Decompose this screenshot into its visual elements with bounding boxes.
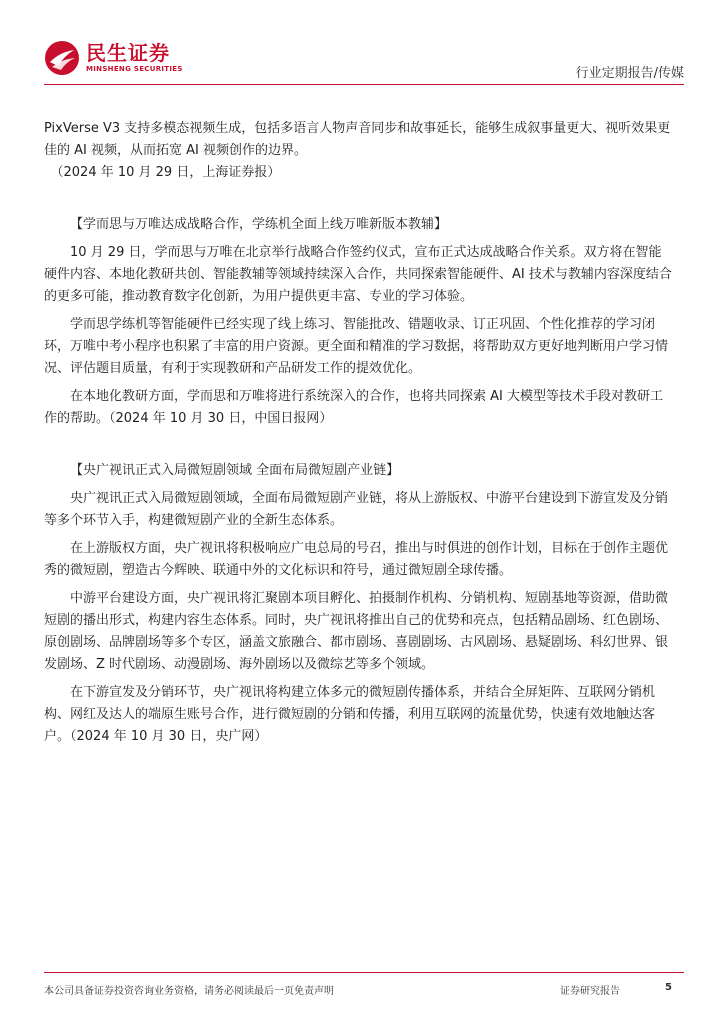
section1-paragraph: 在本地化教研方面，学而思和万唯将进行系统深入的合作，也将共同探索 AI 大模型等技术手段对教研工作的帮助。（2024 年 10 月 30 日，中国日报网） [44, 389, 663, 426]
section1-paragraph: 10 月 29 日，学而思与万唯在北京举行战略合作签约仪式，宣布正式达成战略合作关系。双方将在智能硬件内容、本地化教研共创、智能教辅等领域持续深入合作，共同探索智能硬件、AI 技术与教辅内容深度结合的更多可能，推动教育数字化创新，为用户提供更丰富、专业的学习体验。 [44, 245, 672, 304]
section-title-xueersi: 【学而思与万唯达成战略合作，学练机全面上线万唯新版本教辅】 [70, 217, 448, 232]
report-type-label: 行业定期报告/传媒 [575, 66, 684, 81]
intro-source: （2024 年 10 月 29 日，上海证券报） [50, 165, 281, 180]
section2-paragraph: 中游平台建设方面，央广视讯将汇聚剧本项目孵化、拍摄制作机构、分销机构、短剧基地等资源，借助微短剧的播出形式，构建内容生态体系。同时，央广视讯将推出自己的优势和亮点，包括精品剧场、红色剧场、原创剧场、品牌剧场等多个专区，涵盖文旅融合、都市剧场、喜剧剧场、古风剧场、悬疑剧场、科幻世界、银发剧场、Z 时代剧场、动漫剧场、海外剧场以及微综艺等多个领域。 [44, 591, 669, 672]
section2-paragraph: 在上游版权方面，央广视讯将积极响应广电总局的号召，推出与时俱进的创作计划，目标在于创作主题优秀的微短剧，塑造古今辉映、联通中外的文化标识和符号，通过微短剧全球传播。 [44, 541, 669, 578]
report-body [44, 118, 674, 748]
header-divider [44, 84, 684, 85]
footer-report-kind: 证券研究报告 [560, 986, 620, 997]
footer-disclaimer: 本公司具备证券投资咨询业务资格，请务必阅读最后一页免责声明 [44, 986, 334, 997]
section-title-yangguang: 【央广视讯正式入局微短剧领域 全面布局微短剧产业链】 [70, 463, 400, 478]
footer-divider [44, 972, 684, 973]
section2-paragraph: 在下游宣发及分销环节，央广视讯将构建立体多元的微短剧传播体系，并结合全屏矩阵、互联网分销机构、网红及达人的端原生账号合作，进行微短剧的分销和传播，利用互联网的流量优势，快速有效地触达客户。（2024 年 10 月 30 日，央广网） [44, 685, 656, 744]
logo-english-name: MINSHENG SECURITIES [86, 65, 183, 73]
page-number: 5 [665, 982, 672, 993]
section2-paragraph: 央广视讯正式入局微短剧领域，全面布局微短剧产业链，将从上游版权、中游平台建设到下游宣发及分销等多个环节入手，构建微短剧产业的全新生态体系。 [44, 491, 669, 528]
intro-paragraph: PixVerse V3 支持多模态视频生成，包括多语言人物声音同步和故事延长，能够生成叙事量更大、视听效果更佳的 AI 视频，从而拓宽 AI 视频创作的边界。 [44, 121, 671, 158]
page-header [44, 36, 684, 84]
company-logo [44, 40, 183, 76]
section1-paragraph: 学而思学练机等智能硬件已经实现了线上练习、智能批改、错题收录、订正巩固、个性化推荐的学习闭环，万唯中考小程序也积累了丰富的用户资源。更全面和精准的学习数据，将帮助双方更好地判断用户学习情况、评估题目质量，有利于实现教研和产品研发工作的提效优化。 [44, 317, 669, 376]
minsheng-logo-icon [44, 40, 80, 76]
logo-chinese-name: 民生证券 [86, 41, 170, 65]
